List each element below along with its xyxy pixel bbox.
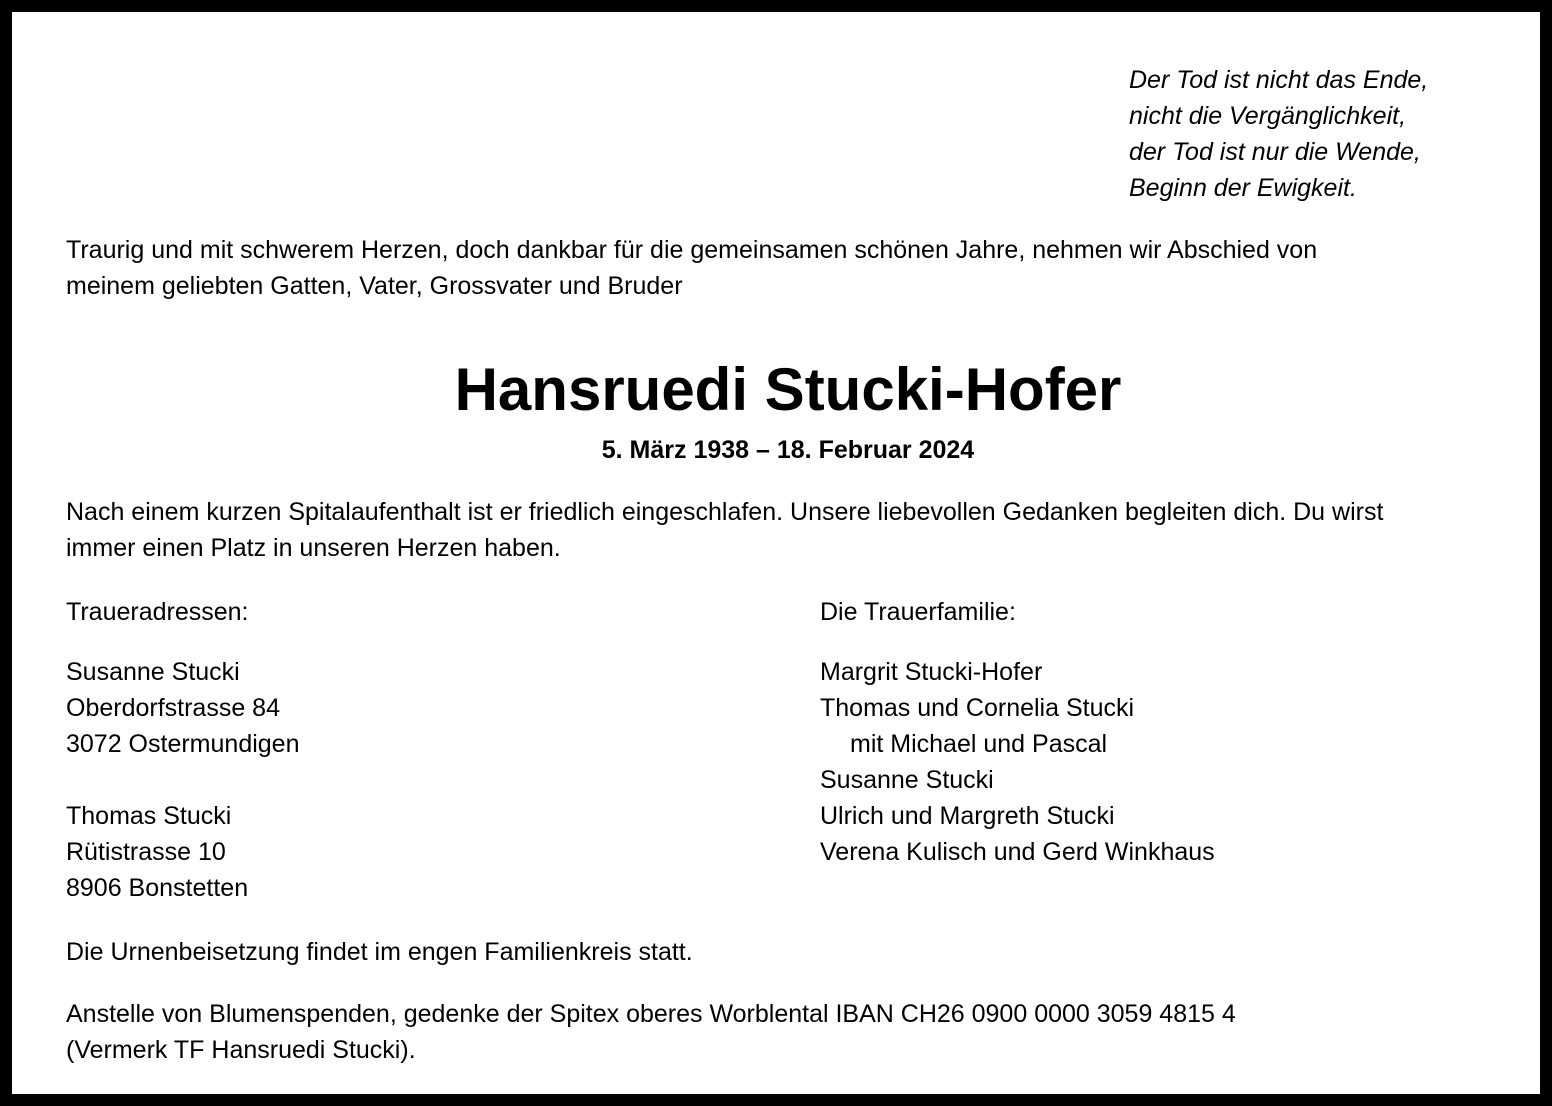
message-line: Nach einem kurzen Spitalaufenthalt ist er friedlich eingeschlafen. Unsere liebevollen Gedanken begleiten dich. Du wirst	[66, 498, 1384, 526]
deceased-name: Hansruedi Stucki-Hofer	[454, 356, 1122, 423]
family-member: Ulrich und Margreth Stucki	[820, 802, 1115, 830]
family-member: Verena Kulisch und Gerd Winkhaus	[820, 838, 1215, 866]
intro-line: Traurig und mit schwerem Herzen, doch dankbar für die gemeinsamen schönen Jahre, nehmen wir Abschied von	[66, 236, 1318, 264]
family-member: Margrit Stucki-Hofer	[820, 658, 1043, 686]
burial-note: Die Urnenbeisetzung findet im engen Familienkreis statt.	[66, 938, 693, 966]
family-member: Thomas und Cornelia Stucki	[820, 694, 1135, 722]
address-city: 8906 Bonstetten	[66, 874, 249, 902]
motto-line: Beginn der Ewigkeit.	[1129, 174, 1357, 202]
family-member: Susanne Stucki	[820, 766, 994, 794]
address-name: Susanne Stucki	[66, 658, 240, 686]
addresses-heading: Traueradressen:	[66, 598, 249, 626]
motto-line: nicht die Vergänglichkeit,	[1129, 102, 1407, 130]
family-member: mit Michael und Pascal	[850, 730, 1108, 758]
intro-line: meinem geliebten Gatten, Vater, Grossvater und Bruder	[66, 272, 683, 300]
address-street: Rütistrasse 10	[66, 838, 226, 866]
message-line: immer einen Platz in unseren Herzen haben.	[66, 534, 561, 562]
donation-line: (Vermerk TF Hansruedi Stucki).	[66, 1036, 416, 1064]
address-street: Oberdorfstrasse 84	[66, 694, 280, 722]
motto-line: Der Tod ist nicht das Ende,	[1129, 66, 1429, 94]
donation-line: Anstelle von Blumenspenden, gedenke der Spitex oberes Worblental IBAN CH26 0900 0000 3059 4815 4	[66, 1000, 1236, 1028]
motto-line: der Tod ist nur die Wende,	[1129, 138, 1421, 166]
family-heading: Die Trauerfamilie:	[820, 598, 1016, 626]
address-city: 3072 Ostermundigen	[66, 730, 300, 758]
address-name: Thomas Stucki	[66, 802, 232, 830]
life-dates: 5. März 1938 – 18. Februar 2024	[601, 436, 975, 464]
